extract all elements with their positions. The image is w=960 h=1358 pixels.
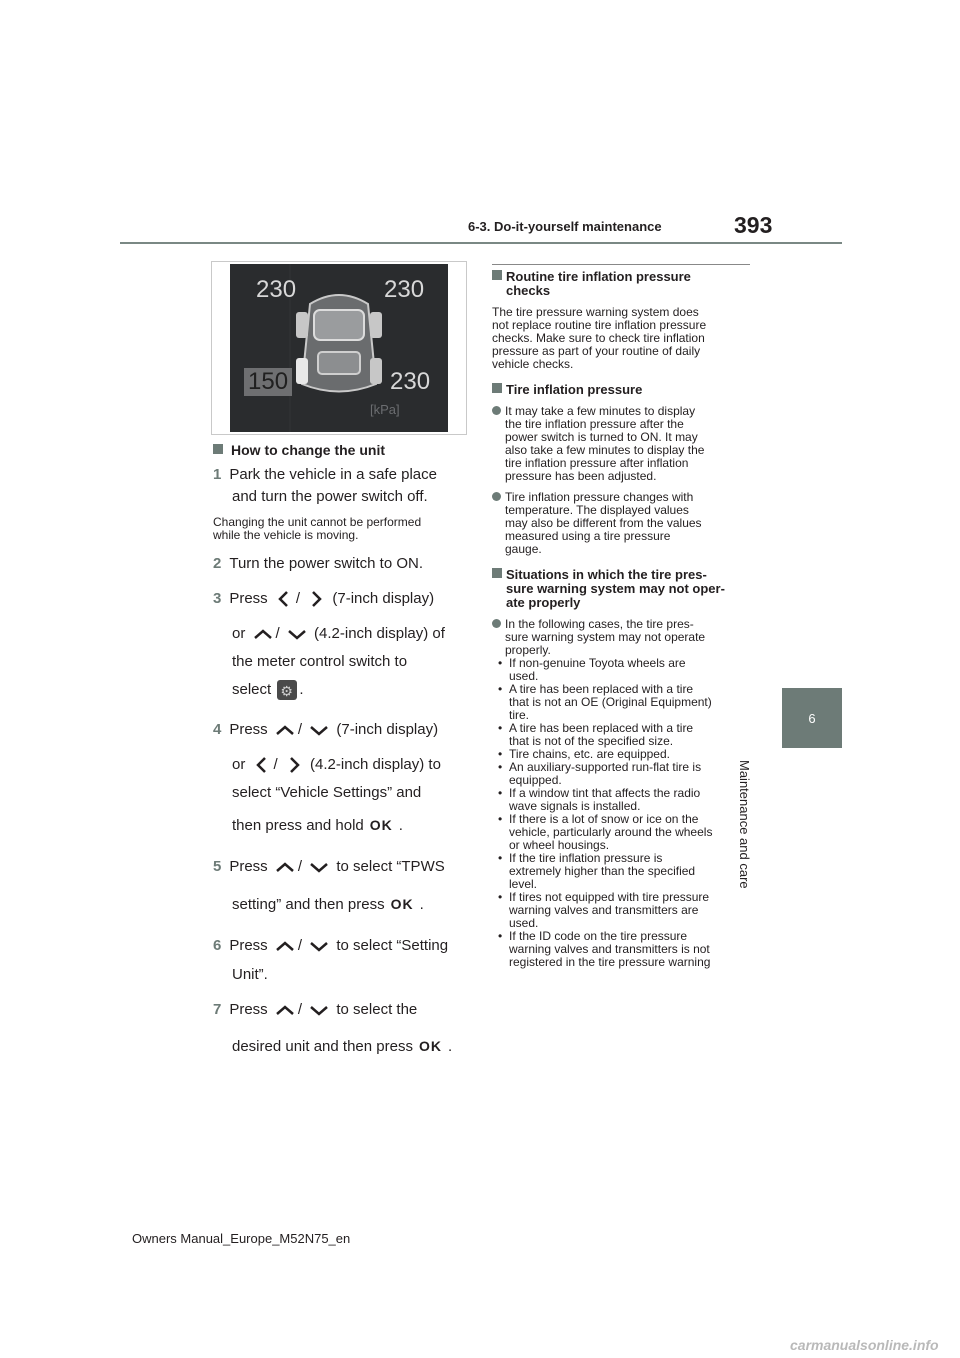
step-2: 2 Turn the power switch to ON. xyxy=(213,555,424,572)
square-bullet-icon xyxy=(492,568,502,578)
front-left-pressure: 230 xyxy=(256,276,297,303)
step-3-line-2: or / (4.2-inch display) of xyxy=(232,624,445,644)
watermark: carmanualsonline.info xyxy=(790,1337,939,1353)
step-1: 1 Park the vehicle in a safe place xyxy=(213,466,437,483)
step-3-line-3: the meter control switch to xyxy=(232,653,408,670)
section-title: 6-3. Do-it-yourself maintenance xyxy=(468,219,662,234)
header-rule xyxy=(120,242,842,244)
dot-bullet-icon xyxy=(492,406,501,415)
rear-right-pressure: 230 xyxy=(390,368,431,395)
chevron-down-icon xyxy=(284,624,310,644)
chevron-up-icon xyxy=(250,624,276,644)
case-list-item: • A tire has been replaced with a tire that is not of the specified size. xyxy=(492,722,754,748)
page-number: 393 xyxy=(734,212,773,238)
chevron-down-icon xyxy=(306,1000,332,1020)
case-list-item: • If the ID code on the tire pressure warning valves and transmitters is not registered in the tire pressure warning xyxy=(492,930,754,969)
square-bullet-icon xyxy=(492,383,502,393)
right-column-rule xyxy=(492,264,750,265)
square-bullet-icon xyxy=(213,444,223,454)
step-1-cont: and turn the power switch off. xyxy=(232,488,428,505)
ok-icon: OK xyxy=(418,1038,442,1054)
step-5-line-2: setting” and then press OK . xyxy=(232,896,424,913)
step-6-line-2: Unit”. xyxy=(232,966,268,983)
front-right-pressure: 230 xyxy=(384,276,425,303)
item-display-delay: It may take a few minutes to display the tire inflation pressure after the power switch is turned to ON. It may also take a few minutes to display the tire inflation pressure after inflation pressure has been adjusted. xyxy=(492,405,754,483)
ok-icon: OK xyxy=(390,896,414,912)
step-3-line-4: select ⚙ . xyxy=(232,680,304,700)
step-3: 3 Press / (7-inch display) xyxy=(213,589,434,609)
step-4-line-3: select “Vehicle Settings” and xyxy=(232,784,422,801)
step-4-line-4: then press and hold OK . xyxy=(232,817,403,834)
item-temperature: Tire inflation pressure changes with temperature. The displayed values may also be different from the values measured using a tire pressure gauge. xyxy=(492,491,754,556)
chevron-up-icon xyxy=(272,720,298,740)
case-list-item: • An auxiliary-supported run-flat tire is equipped. xyxy=(492,761,754,787)
right-column xyxy=(492,270,754,969)
heading-tire-inflation: Tire inflation pressure xyxy=(492,383,754,397)
chapter-label: Maintenance and care xyxy=(737,760,752,889)
chevron-left-icon xyxy=(272,589,296,609)
tire-pressure-display xyxy=(230,264,448,432)
step-7-line-2: desired unit and then press OK . xyxy=(232,1038,453,1055)
chapter-tab xyxy=(782,688,842,748)
case-list-item: • If tires not equipped with tire pressure warning valves and transmitters are used. xyxy=(492,891,754,930)
chevron-up-icon xyxy=(272,936,298,956)
note-line-1: Changing the unit cannot be performed xyxy=(213,515,422,529)
heading-change-unit: How to change the unit xyxy=(213,442,385,458)
step-7: 7 Press / to select the xyxy=(213,1000,417,1020)
step-4-line-2: or / (4.2-inch display) to xyxy=(232,755,441,775)
case-list xyxy=(492,657,754,969)
chevron-down-icon xyxy=(306,720,332,740)
case-list-item: • Tire chains, etc. are equipped. xyxy=(492,748,754,761)
chevron-right-icon xyxy=(282,755,306,775)
item-following-cases: In the following cases, the tire pres- sure warning system may not operate properly. xyxy=(492,618,754,657)
step-4: 4 Press / (7-inch display) xyxy=(213,720,438,740)
step-6: 6 Press / to select “Setting xyxy=(213,936,448,956)
ok-icon: OK xyxy=(369,817,393,833)
chapter-number: 6 xyxy=(808,710,816,726)
step-5: 5 Press / to select “TPWS xyxy=(213,857,445,877)
chevron-down-icon xyxy=(306,857,332,877)
chevron-down-icon xyxy=(306,936,332,956)
dot-bullet-icon xyxy=(492,492,501,501)
heading-situations: Situations in which the tire pres- sure warning system may not oper- ate properly xyxy=(492,568,754,610)
chevron-left-icon xyxy=(250,755,274,775)
unit-label: [kPa] xyxy=(370,402,400,417)
chevron-right-icon xyxy=(304,589,328,609)
dot-bullet-icon xyxy=(492,619,501,628)
case-list-item: • If non-genuine Toyota wheels are used. xyxy=(492,657,754,683)
chevron-up-icon xyxy=(272,1000,298,1020)
paragraph-routine-checks: The tire pressure warning system does not replace routine tire inflation pressure checks. Make sure to check tire inflation pressure as part of your routine of daily vehicle checks. xyxy=(492,305,707,371)
footer-doc-id: Owners Manual_Europe_M52N75_en xyxy=(132,1231,351,1246)
case-list-item: • If the tire inflation pressure is extremely higher than the specified level. xyxy=(492,852,754,891)
note-line-2: while the vehicle is moving. xyxy=(213,528,359,542)
gear-icon xyxy=(277,680,297,700)
square-bullet-icon xyxy=(492,270,502,280)
case-list-item: • If a window tint that affects the radio wave signals is installed. xyxy=(492,787,754,813)
chevron-up-icon xyxy=(272,857,298,877)
case-list-item: • A tire has been replaced with a tire that is not an OE (Original Equipment) tire. xyxy=(492,683,754,722)
heading-routine-checks: Routine tire inflation pressure checks xyxy=(492,270,754,298)
rear-left-pressure: 150 xyxy=(244,368,292,396)
case-list-item: • If there is a lot of snow or ice on the vehicle, particularly around the wheels or wheel housings. xyxy=(492,813,754,852)
